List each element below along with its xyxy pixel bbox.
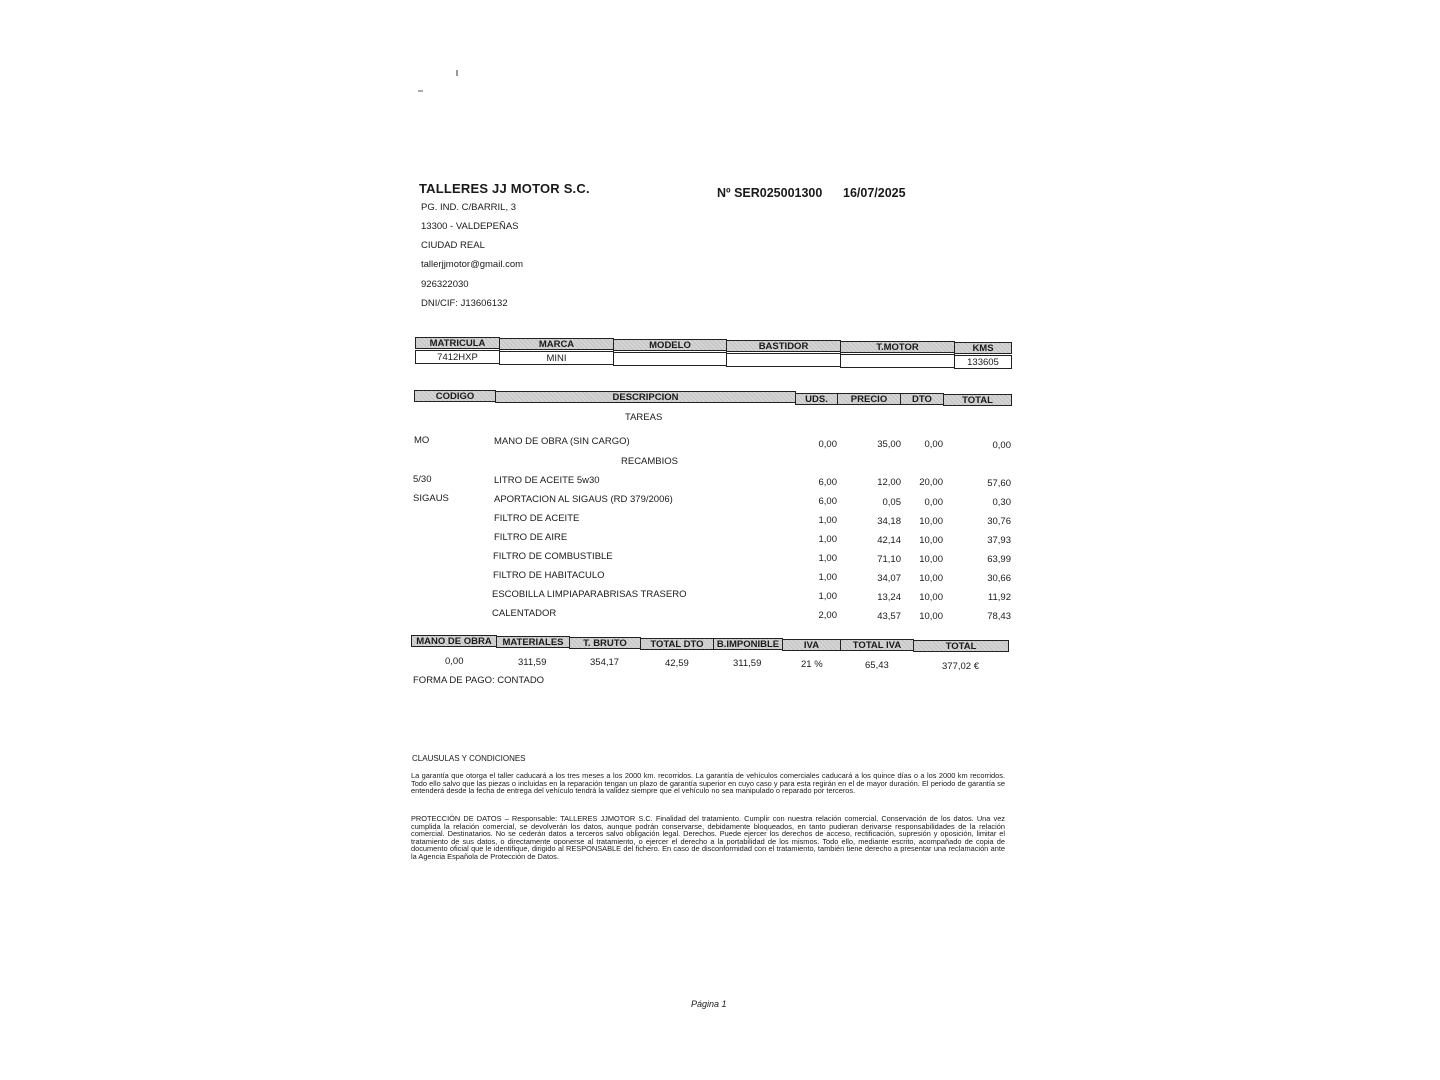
section-tasks-label: TAREAS: [625, 412, 663, 423]
line-item-description: FILTRO DE AIRE: [494, 532, 568, 543]
line-item-description: CALENTADOR: [492, 608, 557, 619]
company-city: 13300 - VALDEPEÑAS: [421, 221, 519, 232]
total-materials-value: 311,59: [518, 657, 547, 668]
clauses-title: CLAUSULAS Y CONDICIONES: [412, 754, 526, 763]
line-item-total: 0,00: [992, 440, 1011, 451]
totals-header-labour: MANO DE OBRA: [411, 635, 497, 647]
vehicle-chassis: [726, 353, 841, 367]
vehicle-header-chassis: BASTIDOR: [726, 340, 841, 352]
line-item-code: SIGAUS: [413, 493, 449, 504]
vehicle-kms: 133605: [954, 355, 1012, 369]
warranty-clause: La garantía que otorga el taller caducará a los tres meses a los 2000 km. recorridos. La garantía de vehículos comerciales caducará a los quince días o a los 2000 km recorridos. Todo ello salvo que las piezas o incluidas en la reparación tengan un plazo de garantía superior en cuyo caso y para esta regirán en el de mayor duración. El periodo de garantía se entenderá desde la fecha de entrega del vehículo tendrá la validez siempre que el vehículo no sea manipulado o reparado por terceros.: [411, 771, 1005, 796]
company-name: TALLERES JJ MOTOR S.C.: [419, 181, 590, 196]
company-tax-id: DNI/CIF: J13606132: [421, 298, 508, 309]
total-gross-value: 354,17: [590, 657, 620, 668]
line-item-discount: 10,00: [919, 573, 943, 584]
line-item-price: 42,14: [877, 535, 901, 546]
lines-header-code: CODIGO: [414, 390, 496, 402]
line-item-price: 71,10: [877, 554, 901, 565]
line-item-discount: 10,00: [919, 535, 943, 546]
totals-header-discount: TOTAL DTO: [640, 638, 714, 650]
line-item-discount: 10,00: [919, 592, 943, 603]
line-item-units: 1,00: [818, 553, 837, 564]
vehicle-header-plate: MATRICULA: [415, 337, 500, 349]
line-item-total: 30,66: [987, 573, 1011, 584]
line-item-price: 43,57: [877, 611, 901, 622]
document-number: Nº SER025001300: [717, 186, 823, 200]
vehicle-brand: MINI: [499, 351, 614, 365]
vehicle-header-engine: T.MOTOR: [840, 341, 955, 353]
scan-speck: [456, 70, 458, 76]
vehicle-header-brand: MARCA: [499, 338, 614, 350]
total-vat-rate: 21 %: [801, 659, 823, 670]
totals-header-gross: T. BRUTO: [569, 637, 641, 649]
line-item-units: 6,00: [818, 496, 837, 507]
page-number: Página 1: [691, 999, 727, 1009]
line-item-description: LITRO DE ACEITE 5w30: [494, 475, 600, 486]
vehicle-model: [613, 352, 727, 366]
vehicle-header-kms: KMS: [954, 342, 1012, 354]
line-item-units: 1,00: [818, 591, 837, 602]
line-item-code: 5/30: [413, 474, 432, 485]
line-item-price: 0,05: [882, 497, 901, 508]
total-taxable-value: 311,59: [733, 658, 762, 669]
line-item-units: 1,00: [818, 515, 837, 526]
line-item-units: 2,00: [818, 610, 837, 621]
vehicle-header-model: MODELO: [613, 339, 727, 351]
line-item-price: 35,00: [877, 439, 901, 450]
line-item-units: 1,00: [818, 572, 837, 583]
total-labour-value: 0,00: [445, 656, 464, 667]
line-item-description: MANO DE OBRA (SIN CARGO): [494, 436, 630, 447]
line-item-units: 0,00: [818, 439, 837, 450]
line-item-discount: 10,00: [919, 516, 943, 527]
line-item-description: FILTRO DE ACEITE: [494, 513, 580, 524]
vehicle-plate: 7412HXP: [415, 350, 500, 364]
company-address: PG. IND. C/BARRIL, 3: [421, 202, 517, 213]
document-date: 16/07/2025: [843, 186, 906, 200]
line-item-discount: 10,00: [919, 554, 943, 565]
total-vat-value: 65,43: [865, 660, 889, 671]
line-item-units: 6,00: [818, 477, 837, 488]
section-parts-label: RECAMBIOS: [621, 456, 679, 467]
line-item-price: 34,07: [877, 573, 901, 584]
line-item-total: 57,60: [987, 478, 1011, 489]
totals-header-grand-total: TOTAL: [913, 640, 1009, 652]
totals-header-materials: MATERIALES: [496, 636, 570, 648]
grand-total-value: 377,02 €: [942, 661, 979, 672]
lines-header-price: PRECIO: [837, 393, 901, 405]
data-protection-clause: PROTECCIÓN DE DATOS – Responsable: TALLERES JJMOTOR S.C. Finalidad del tratamiento. Cumplir con nuestra relación comercial. Conservación de los datos. Una vez cumplida la relación comercial, se devolverán los datos, aunque podrán conservarse, debidamente bloqueados, en tanto pudieran derivarse responsabilidades de la relación comercial. Destinatarios. No se cederán datos a terceros salvo obligación legal. Derechos. Puede ejercer los derechos de acceso, rectificación, supresión y oposición, limitar el tratamiento de sus datos, o directamente oponerse al tratamiento, o ejercer el derecho a la portabilidad de los mismos. Todo ello, mediante escrito, acompañado de copia de documento oficial que le identifique, dirigido al RESPONSABLE del fichero. En caso de disconformidad con el tratamiento, también tiene derecho a presentar una reclamación ante la Agencia Española de Protección de Datos.: [411, 814, 1005, 861]
lines-header-units: UDS.: [795, 393, 838, 405]
line-item-description: APORTACION AL SIGAUS (RD 379/2006): [494, 494, 673, 505]
line-item-price: 12,00: [877, 477, 901, 488]
line-item-discount: 0,00: [924, 497, 943, 508]
totals-header-vat-total: TOTAL IVA: [840, 639, 914, 651]
lines-header-description: DESCRIPCION: [495, 391, 796, 403]
company-province: CIUDAD REAL: [421, 240, 485, 251]
totals-header-taxable: B.IMPONIBLE: [713, 638, 783, 650]
vehicle-engine: [840, 354, 955, 368]
line-item-total: 37,93: [987, 535, 1011, 546]
company-email: tallerjjmotor@gmail.com: [421, 259, 524, 270]
line-item-price: 34,18: [877, 516, 901, 527]
line-item-description: ESCOBILLA LIMPIAPARABRISAS TRASERO: [492, 589, 687, 600]
scan-speck: [418, 90, 423, 92]
line-item-total: 0,30: [992, 497, 1011, 508]
line-item-discount: 0,00: [924, 439, 943, 450]
line-item-discount: 20,00: [919, 477, 943, 488]
line-item-total: 30,76: [987, 516, 1011, 527]
line-item-total: 11,92: [987, 592, 1011, 603]
totals-header-vat: IVA: [782, 639, 841, 651]
line-item-discount: 10,00: [919, 611, 943, 622]
lines-header-total: TOTAL: [943, 394, 1012, 406]
company-phone: 926322030: [421, 279, 469, 290]
total-discount-value: 42,59: [665, 658, 689, 669]
lines-header-discount: DTO: [900, 393, 944, 405]
line-item-code: MO: [414, 435, 430, 446]
payment-method: FORMA DE PAGO: CONTADO: [413, 675, 545, 686]
line-item-units: 1,00: [818, 534, 837, 545]
line-item-description: FILTRO DE HABITACULO: [493, 570, 605, 581]
line-item-total: 78,43: [987, 611, 1011, 622]
line-item-price: 13,24: [877, 592, 901, 603]
line-item-total: 63,99: [987, 554, 1011, 565]
line-item-description: FILTRO DE COMBUSTIBLE: [493, 551, 613, 562]
